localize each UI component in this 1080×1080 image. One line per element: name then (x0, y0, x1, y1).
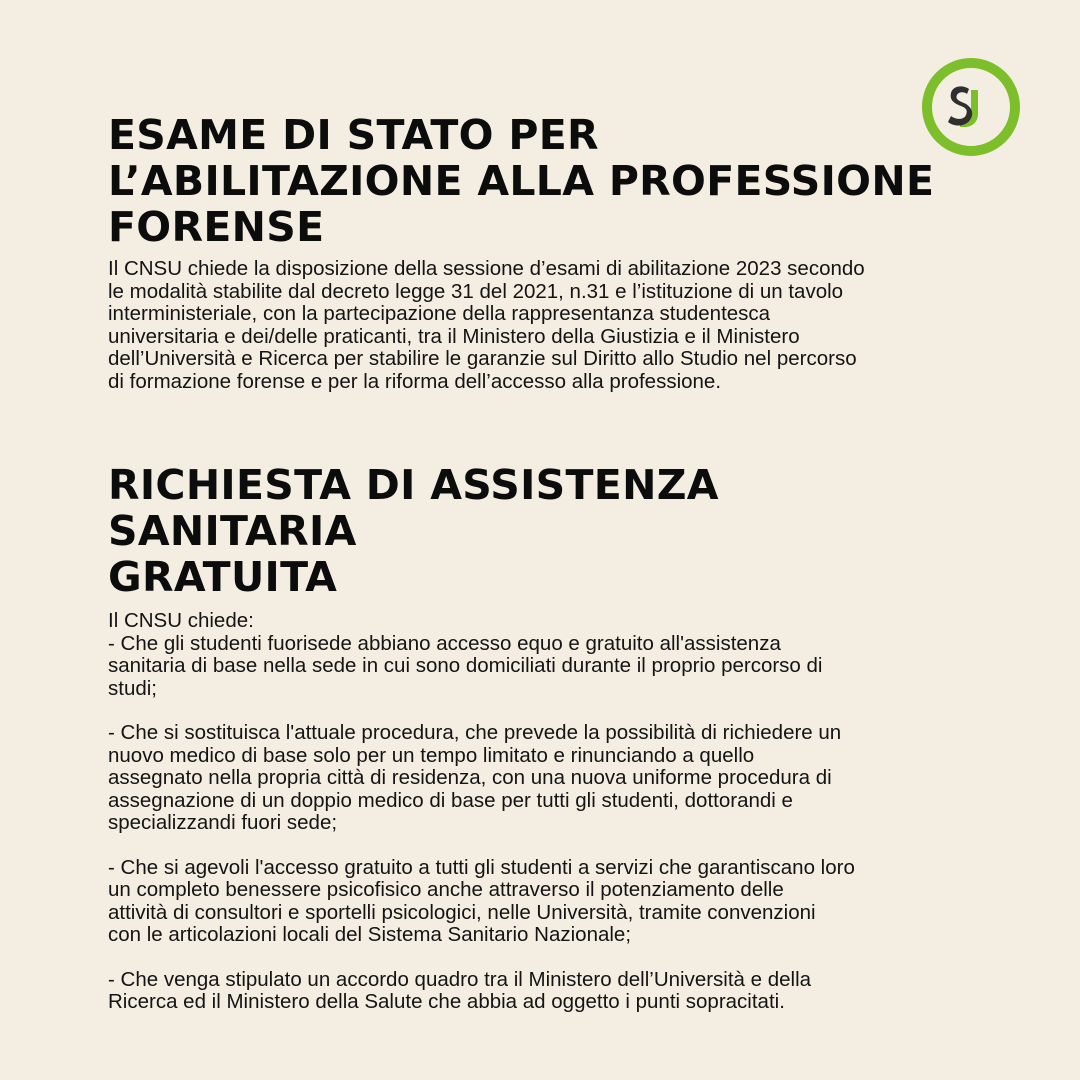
list-item: - Che si sostituisca l'attuale procedura, che prevede la possibilità di richiedere un nuovo medico di base solo per un tempo limitato e rinunciando a quello assegnato nella propria città di residenza, con una nuova uniforme procedura di assegnazione di un doppio medico di base per tutti gli studenti, dottorandi e specializzandi fuori sede; (108, 721, 842, 834)
list-item: - Che gli studenti fuorisede abbiano accesso equo e gratuito all'assistenza sanitaria di base nella sede in cui sono domiciliati durante il proprio percorso di studi; (108, 631, 823, 700)
list-item: - Che si agevoli l'accesso gratuito a tutti gli studenti a servizi che garantiscano loro un completo benessere psicofisico anche attraverso il potenziamento delle attività di consultori e sportelli psicologici, nelle Università, tramite convenzioni con le articolazioni locali del Sistema Sanitario Nazionale; (108, 855, 855, 946)
section-assistenza-sanitaria (108, 462, 978, 1014)
section-title-esame: ESAME DI STATO PER L’ABILITAZIONE ALLA PROFESSIONE FORENSE (108, 111, 935, 251)
section-esame-di-stato (108, 112, 978, 393)
section-body-esame: Il CNSU chiede la disposizione della sessione d’esami di abilitazione 2023 secondo le modalità stabilite dal decreto legge 31 del 2021, n.31 e l’istituzione di un tavolo interministeriale, con la partecipazione della rappresentanza studentesca universitaria e dei/delle praticanti, tra il Ministero della Giustizia e il Ministero dell’Università e Ricerca per stabilire le garanzie sul Diritto allo Studio nel percorso di formazione forense e per la riforma dell’accesso alla professione. (108, 257, 865, 393)
section-intro-assistenza: Il CNSU chiede: (108, 609, 254, 632)
section-title-assistenza: RICHIESTA DI ASSISTENZA SANITARIA GRATUITA (108, 461, 719, 601)
list-item: - Che venga stipulato un accordo quadro tra il Ministero dell’Università e della Ricerca ed il Ministero della Salute che abbia ad oggetto i punti sopracitati. (108, 967, 812, 1013)
